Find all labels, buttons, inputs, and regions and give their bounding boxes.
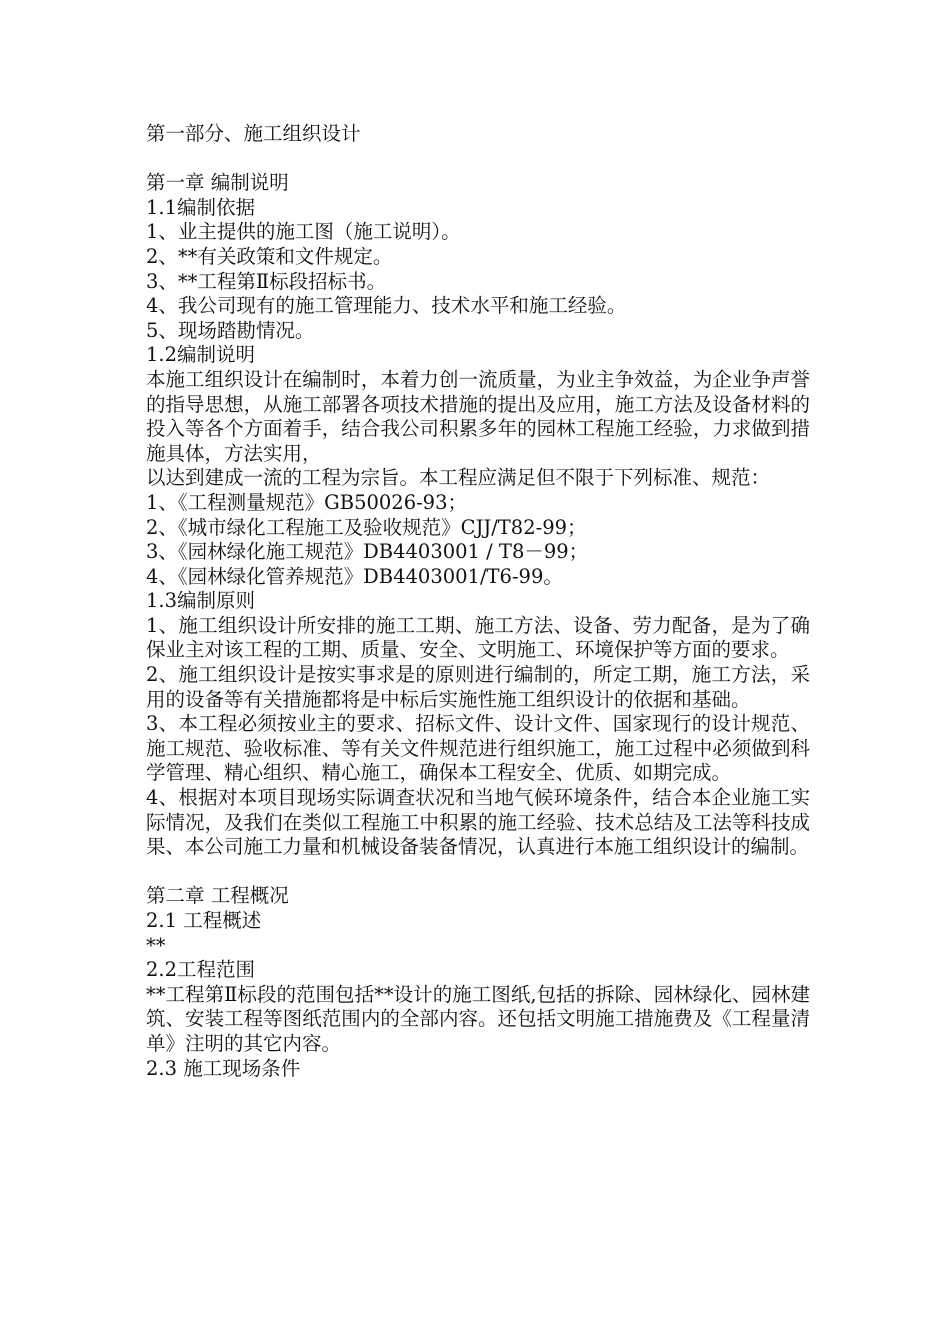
- principle-paragraph: 1、施工组织设计所安排的施工工期、施工方法、设备、劳力配备，是为了确保业主对该工程的工期、质量、安全、文明施工、环境保护等方面的要求。: [146, 613, 810, 662]
- standard-item: 1、《工程测量规范》GB50026-93；: [146, 490, 467, 514]
- section-2-2-heading: 2.2工程范围: [146, 958, 256, 982]
- blank-line: [146, 860, 810, 885]
- principle-paragraph: 3、本工程必须按业主的要求、招标文件、设计文件、国家现行的设计规范、施工规范、验收标准、等有关文件规范进行组织施工，施工过程中必须做到科学管理、精心组织、精心施工，确保本工程安全、优质、如期完成。: [146, 712, 810, 785]
- part-title: 第一部分、施工组织设计: [146, 122, 361, 145]
- overview-text: **: [146, 933, 166, 957]
- section-2-1-heading: 2.1 工程概述: [146, 909, 262, 932]
- standard-item: 3、《园林绿化施工规范》DB4403001 / T8－99；: [146, 540, 589, 564]
- description-paragraph: 本施工组织设计在编制时，本着力创一流质量，为业主争效益，为企业争声誉的指导思想，从施工部署各项技术措施的提出及应用，施工方法及设备材料的投入等各个方面着手，结合我公司积累多年的园林工程施工经验，力求做到措施具体，方法实用，: [146, 367, 810, 465]
- basis-item: 1、业主提供的施工图（施工说明）。: [146, 220, 461, 244]
- section-1-2-heading: 1.2编制说明: [146, 343, 256, 367]
- basis-item: 5、现场踏勘情况。: [146, 318, 315, 342]
- basis-item: 3、**工程第Ⅱ标段招标书。: [146, 269, 387, 293]
- principle-paragraph: 2、施工组织设计是按实事求是的原则进行编制的，所定工期，施工方法，采用的设备等有关措施都将是中标后实施性施工组织设计的依据和基础。: [146, 663, 810, 711]
- chapter-1-title: 第一章 编制说明: [146, 171, 289, 195]
- standard-item: 2、《城市绿化工程施工及验收规范》CJJ/T82-99；: [146, 515, 587, 539]
- section-1-3-heading: 1.3编制原则: [146, 589, 256, 613]
- scope-paragraph: **工程第Ⅱ标段的范围包括**设计的施工图纸,包括的拆除、园林绿化、园林建筑、安装工程等图纸范围内的全部内容。还包括文明施工措施费及《工程量清单》注明的其它内容。: [146, 982, 810, 1055]
- section-2-3-heading: 2.3 施工现场条件: [146, 1056, 301, 1080]
- section-1-1-heading: 1.1编制依据: [146, 195, 256, 219]
- basis-item: 2、**有关政策和文件规定。: [146, 244, 393, 268]
- principle-paragraph: 4、根据对本项目现场实际调查状况和当地气候环境条件，结合本企业施工实际情况，及我们在类似工程施工中积累的施工经验、技术总结及工法等科技成果、本公司施工力量和机械设备装备情况，认真进行本施工组织设计的编制。: [146, 786, 810, 859]
- standard-item: 4、《园林绿化管养规范》DB4403001/T6-99。: [146, 564, 563, 588]
- document-page: [146, 122, 810, 1081]
- chapter-2-title: 第二章 工程概况: [146, 884, 289, 908]
- description-paragraph: 以达到建成一流的工程为宗旨。本工程应满足但不限于下列标准、规范：: [146, 466, 771, 490]
- basis-item: 4、我公司现有的施工管理能力、技术水平和施工经验。: [146, 294, 627, 318]
